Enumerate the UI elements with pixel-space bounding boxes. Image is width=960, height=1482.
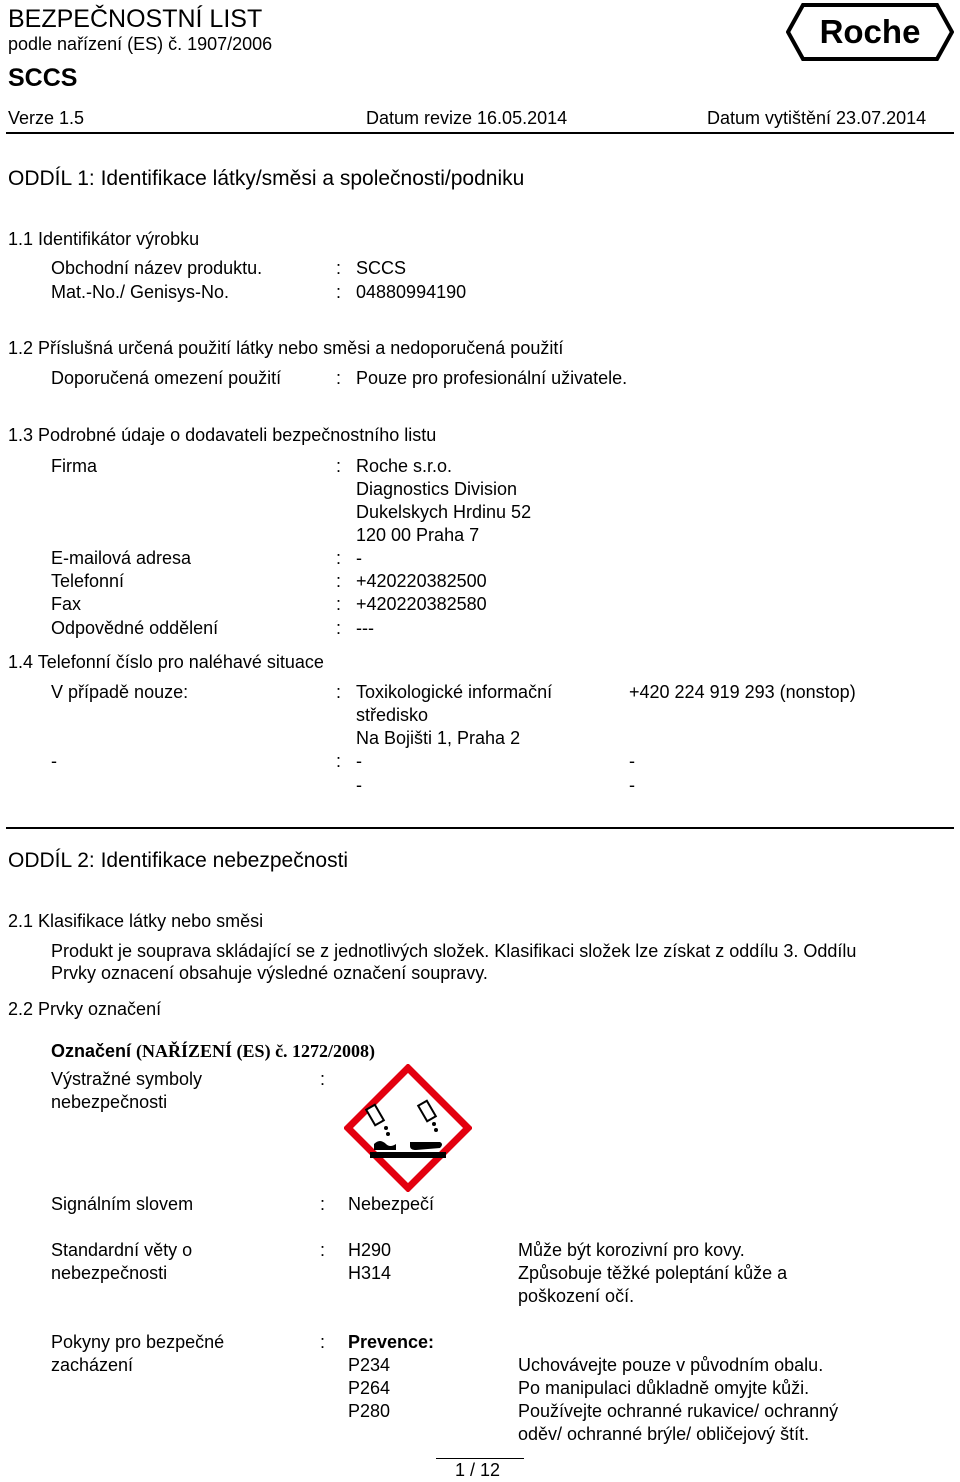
use-restriction-label: Doporučená omezení použití bbox=[51, 368, 282, 388]
section1-heading: ODDÍL 1: Identifikace látky/směsi a společnosti/podniku bbox=[8, 167, 525, 190]
firm-line-1: Roche s.r.o. bbox=[356, 456, 453, 476]
precaution-text: Uchovávejte pouze v původním obalu. bbox=[518, 1355, 824, 1375]
header-divider bbox=[6, 132, 954, 134]
logo-text: Roche bbox=[819, 13, 921, 50]
pictogram-label-2: nebezpečnosti bbox=[51, 1092, 168, 1112]
dept-value: --- bbox=[356, 618, 374, 638]
s14-heading: 1.4 Telefonní číslo pro naléhavé situace bbox=[8, 652, 324, 672]
dash: - bbox=[629, 751, 635, 771]
classification-text-1: Produkt je souprava skládající se z jednotlivých složek. Klasifikaci složek lze získat z oddílu 3. Oddílu bbox=[51, 941, 857, 961]
signal-value: Nebezpečí bbox=[348, 1194, 435, 1214]
firm-line-3: Dukelskych Hrdinu 52 bbox=[356, 502, 532, 522]
colon: : bbox=[336, 548, 342, 568]
precaution-text-cont: oděv/ ochranné brýle/ obličejový štít. bbox=[518, 1424, 810, 1444]
label-title-b: (NAŘÍZENÍ (ES) č. 1272/2008) bbox=[136, 1041, 376, 1061]
revision-date: Datum revize 16.05.2014 bbox=[366, 108, 568, 128]
colon: : bbox=[336, 618, 342, 638]
precaution-code: P280 bbox=[348, 1401, 391, 1421]
s11-heading: 1.1 Identifikátor výrobku bbox=[8, 229, 200, 249]
prevention-heading: Prevence: bbox=[348, 1332, 435, 1352]
phone-label: Telefonní bbox=[51, 571, 125, 591]
print-date: Datum vytištění 23.07.2014 bbox=[707, 108, 927, 128]
email-label: E-mailová adresa bbox=[51, 548, 192, 568]
dash: - bbox=[629, 775, 635, 795]
label-title bbox=[51, 1040, 375, 1063]
colon: : bbox=[320, 1240, 326, 1260]
hazard-code: H314 bbox=[348, 1263, 392, 1283]
trade-name-value: SCCS bbox=[356, 258, 407, 278]
dash: - bbox=[356, 751, 362, 771]
colon: : bbox=[336, 258, 342, 278]
pictogram-label-1: Výstražné symboly bbox=[51, 1069, 203, 1089]
matno-value: 04880994190 bbox=[356, 282, 467, 302]
precaution-label-2: zacházení bbox=[51, 1355, 134, 1375]
matno-label: Mat.-No./ Genisys-No. bbox=[51, 282, 230, 302]
hazard-text-cont: poškození očí. bbox=[518, 1286, 635, 1306]
colon: : bbox=[336, 682, 342, 702]
precaution-label-1: Pokyny pro bezpečné bbox=[51, 1332, 225, 1352]
s12-heading: 1.2 Příslušná určená použití látky nebo směsi a nedoporučená použití bbox=[8, 338, 564, 358]
hazard-code: H290 bbox=[348, 1240, 392, 1260]
emergency-line-1: Toxikologické informační bbox=[356, 682, 553, 702]
hazard-label-1: Standardní věty o bbox=[51, 1240, 193, 1260]
hazard-text: Může být korozivní pro kovy. bbox=[518, 1240, 745, 1260]
phone-value: +420220382500 bbox=[356, 571, 487, 591]
firm-line-2: Diagnostics Division bbox=[356, 479, 518, 499]
trade-name-label: Obchodní název produktu. bbox=[51, 258, 263, 278]
hazard-text: Způsobuje těžké poleptání kůže a bbox=[518, 1263, 788, 1283]
firm-label: Firma bbox=[51, 456, 97, 476]
emergency-line-2: středisko bbox=[356, 705, 429, 725]
colon: : bbox=[336, 751, 342, 771]
ghs05-corrosion-icon bbox=[344, 1064, 472, 1198]
fax-value: +420220382580 bbox=[356, 594, 487, 614]
emergency-label: V případě nouze: bbox=[51, 682, 189, 702]
use-restriction-value: Pouze pro profesionální uživatele. bbox=[356, 368, 628, 388]
email-value: - bbox=[356, 548, 362, 568]
section2-heading: ODDÍL 2: Identifikace nebezpečnosti bbox=[8, 849, 349, 872]
s22-heading: 2.2 Prvky označení bbox=[8, 999, 162, 1019]
colon: : bbox=[336, 594, 342, 614]
precaution-code: P234 bbox=[348, 1355, 391, 1375]
emergency-line-3: Na Bojišti 1, Praha 2 bbox=[356, 728, 521, 748]
colon: : bbox=[320, 1332, 326, 1352]
page-number: 1 / 12 bbox=[455, 1460, 501, 1480]
regulation-subtitle: podle nařízení (ES) č. 1907/2006 bbox=[8, 34, 273, 54]
colon: : bbox=[336, 368, 342, 388]
roche-logo bbox=[786, 2, 954, 68]
s21-heading: 2.1 Klasifikace látky nebo směsi bbox=[8, 911, 264, 931]
section-divider bbox=[6, 827, 954, 829]
classification-text-2: Prvky oznacení obsahuje výsledné označení soupravy. bbox=[51, 963, 488, 983]
colon: : bbox=[320, 1069, 326, 1089]
dash: - bbox=[356, 775, 362, 795]
version: Verze 1.5 bbox=[8, 108, 85, 128]
s13-heading: 1.3 Podrobné údaje o dodavateli bezpečnostního listu bbox=[8, 425, 437, 445]
product-title: SCCS bbox=[8, 64, 78, 92]
label-title-a: Označení bbox=[51, 1041, 132, 1061]
signal-label: Signálním slovem bbox=[51, 1194, 194, 1214]
hazard-label-2: nebezpečnosti bbox=[51, 1263, 168, 1283]
document-title: BEZPEČNOSTNÍ LIST bbox=[8, 5, 263, 33]
precaution-code: P264 bbox=[348, 1378, 391, 1398]
firm-line-4: 120 00 Praha 7 bbox=[356, 525, 480, 545]
colon: : bbox=[336, 571, 342, 591]
fax-label: Fax bbox=[51, 594, 82, 614]
emergency-phone: +420 224 919 293 (nonstop) bbox=[629, 682, 856, 702]
dept-label: Odpovědné oddělení bbox=[51, 618, 219, 638]
colon: : bbox=[336, 456, 342, 476]
precaution-text: Po manipulaci důkladně omyjte kůži. bbox=[518, 1378, 810, 1398]
dash: - bbox=[51, 751, 57, 771]
colon: : bbox=[336, 282, 342, 302]
colon: : bbox=[320, 1194, 326, 1214]
precaution-text: Používejte ochranné rukavice/ ochranný bbox=[518, 1401, 839, 1421]
